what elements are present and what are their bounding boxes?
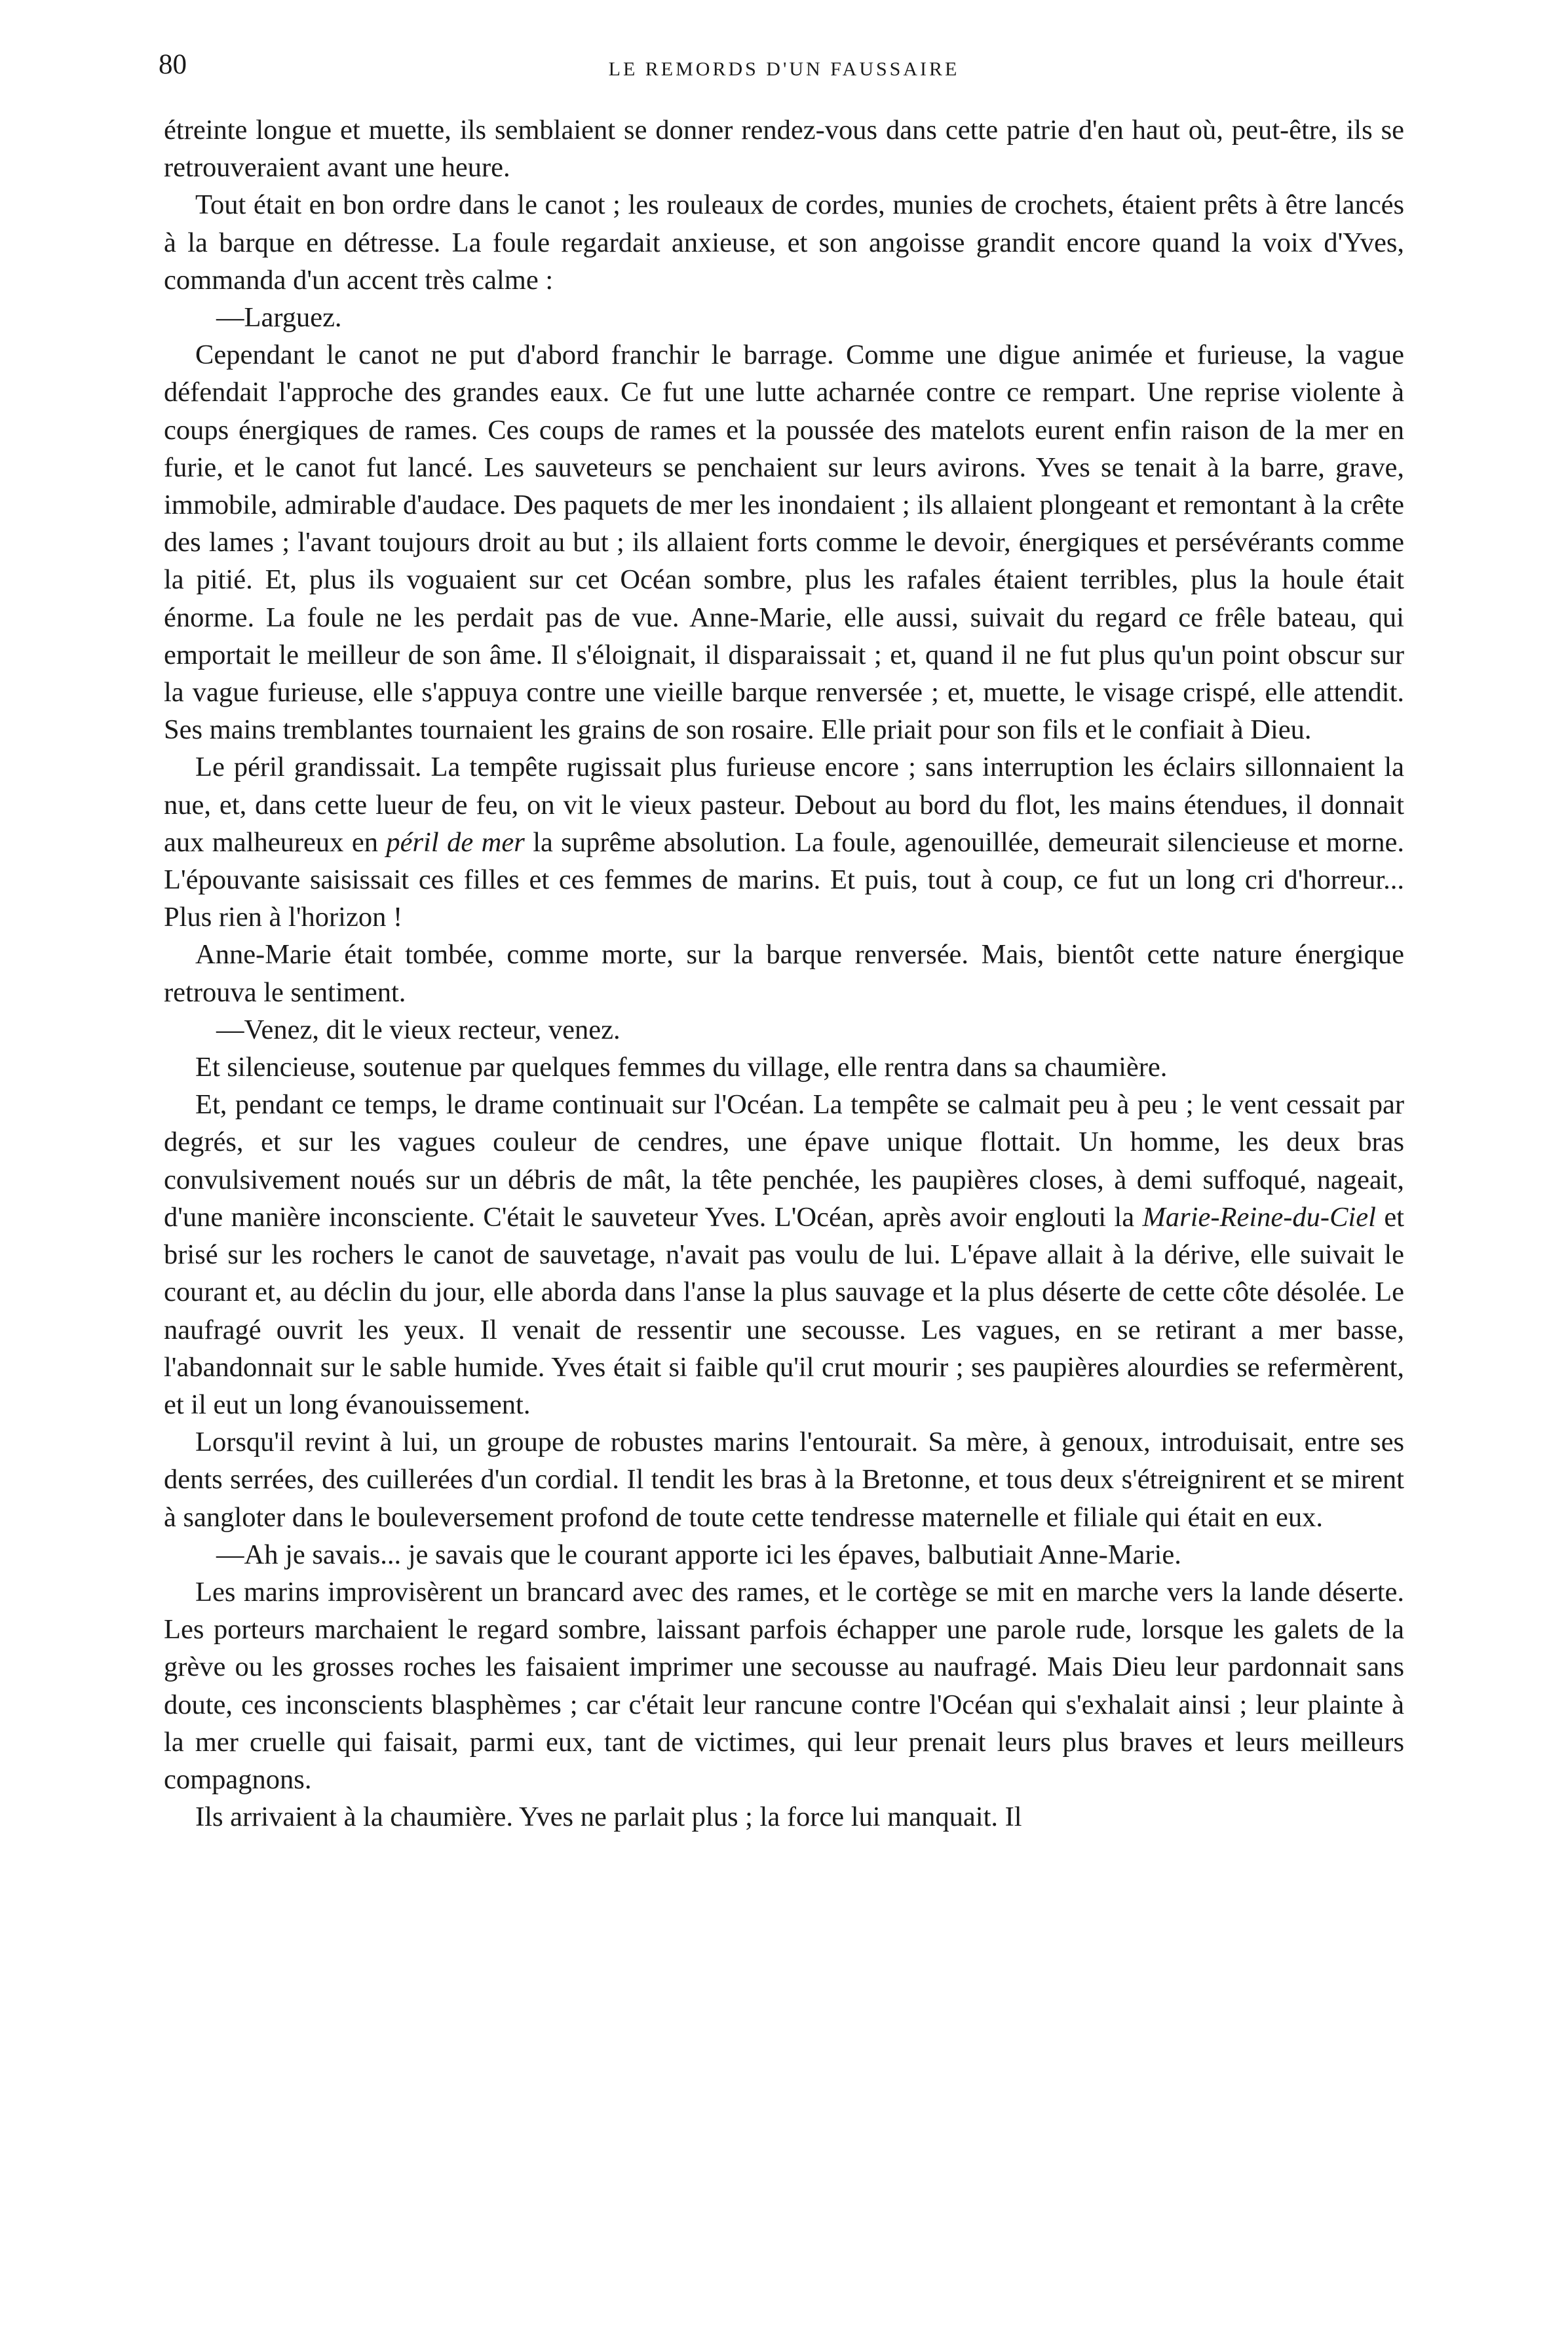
paragraph: Anne-Marie était tombée, comme morte, sur la barque renversée. Mais, bientôt cette nature énergique retrouva le sentiment. [164, 939, 1404, 1008]
paragraph: —Ah je savais... je savais que le courant apporte ici les épaves, balbutiait Anne-Marie. [216, 1539, 1181, 1570]
paragraph: Ils arrivaient à la chaumière. Yves ne parlait plus ; la force lui manquait. Il [195, 1801, 1022, 1833]
paragraph: Cependant le canot ne put d'abord franchir le barrage. Comme une digue animée et furieuse, la vague défendait l'approche des grandes eaux. Ce fut une lutte acharnée contre ce rempart. Une reprise violente à coups énergiques de rames. Ces coups de rames et la poussée des matelots eurent enfin raison de la mer en furie, et le canot fut lancé. Les sauveteurs se penchaient sur leurs avirons. Yves se tenait à la barre, grave, immobile, admirable d'audace. Des paquets de mer les inondaient ; ils allaient plongeant et remontant à la crête des lames ; l'avant toujours droit au but ; ils allaient forts comme le devoir, énergiques et persévérants comme la pitié. Et, plus ils voguaient sur cet Océan sombre, plus les rafales étaient terribles, plus la houle était énorme. La foule ne les perdait pas de vue. Anne-Marie, elle aussi, suivait du regard ce frêle bateau, qui emportait le meilleur de son âme. Il s'éloignait, il disparaissait ; et, quand il ne fut plus qu'un point obscur sur la vague furieuse, elle s'appuya contre une vieille barque renversée ; et, muette, le visage crispé, elle attendit. Ses mains tremblantes tournaient les grains de son rosaire. Elle priait pour son fils et le confiait à Dieu. [164, 339, 1404, 746]
page-number: 80 [159, 49, 187, 80]
body-text [164, 111, 1404, 1836]
paragraph: Lorsqu'il revint à lui, un groupe de robustes marins l'entourait. Sa mère, à genoux, introduisait, entre ses dents serrées, des cuillerées d'un cordial. Il tendit les bras à la Bretonne, et tous deux s'étreignirent et se mirent à sangloter dans le bouleversement profond de toute cette tendresse maternelle et filiale qui était en eux. [164, 1427, 1404, 1533]
page-header [159, 48, 1409, 94]
paragraph: Tout était en bon ordre dans le canot ; les rouleaux de cordes, munies de crochets, étaient prêts à être lancés à la barque en détresse. La foule regardait anxieuse, et son angoisse grandit encore quand la voix d'Yves, commanda d'un accent très calme : [164, 189, 1404, 296]
paragraph: Et, pendant ce temps, le drame continuait sur l'Océan. La tempête se calmait peu à peu ; le vent cessait par degrés, et sur les vagues couleur de cendres, une épave unique flottait. Un homme, les deux bras convulsivement noués sur un débris de mât, la tête penchée, les paupières closes, à demi suffoqué, nageait, d'une manière inconsciente. C'était le sauveteur Yves. L'Océan, après avoir englouti la Marie-Reine-du-Ciel et brisé sur les rochers le canot de sauvetage, n'avait pas voulu de lui. L'épave allait à la dérive, elle suivait le courant et, au déclin du jour, elle aborda dans l'anse la plus sauvage et la plus déserte de cette côte désolée. Le naufragé ouvrit les yeux. Il venait de ressentir une secousse. Les vagues, en se retirant a mer basse, l'abandonnait sur le sable humide. Yves était si faible qu'il crut mourir ; ses paupières alourdies se refermèrent, et il eut un long évanouissement. [164, 1089, 1404, 1420]
paragraph: Les marins improvisèrent un brancard avec des rames, et le cortège se mit en marche vers la lande déserte. Les porteurs marchaient le regard sombre, laissant parfois échapper une parole rude, lorsque les galets de la grève ou les grosses roches les faisaient imprimer une secousse au naufragé. Mais Dieu leur pardonnait sans doute, ces inconscients blasphèmes ; car c'était leur rancune contre l'Océan qui s'exhalait ainsi ; leur plainte à la mer cruelle qui faisait, parmi eux, tant de victimes, qui leur prenait leurs plus braves et leurs meilleurs compagnons. [164, 1576, 1404, 1795]
paragraph: étreinte longue et muette, ils semblaient se donner rendez-vous dans cette patrie d'en haut où, peut-être, ils se retrouveraient avant une heure. [164, 115, 1404, 183]
running-title: LE REMORDS D'UN FAUSSAIRE [608, 58, 960, 80]
paragraph: Et silencieuse, soutenue par quelques femmes du village, elle rentra dans sa chaumière. [195, 1052, 1168, 1083]
paragraph: Le péril grandissait. La tempête rugissait plus furieuse encore ; sans interruption les éclairs sillonnaient la nue, et, dans cette lueur de feu, on vit le vieux pasteur. Debout au bord du flot, les mains étendues, il donnait aux malheureux en péril de mer la suprême absolution. La foule, agenouillée, demeurait silencieuse et morne. L'épouvante saisissait ces filles et ces femmes de marins. Et puis, tout à coup, ce fut un long cri d'horreur... Plus rien à l'horizon ! [164, 752, 1405, 933]
paragraph: —Venez, dit le vieux recteur, venez. [216, 1014, 621, 1045]
paragraph: —Larguez. [216, 302, 342, 334]
